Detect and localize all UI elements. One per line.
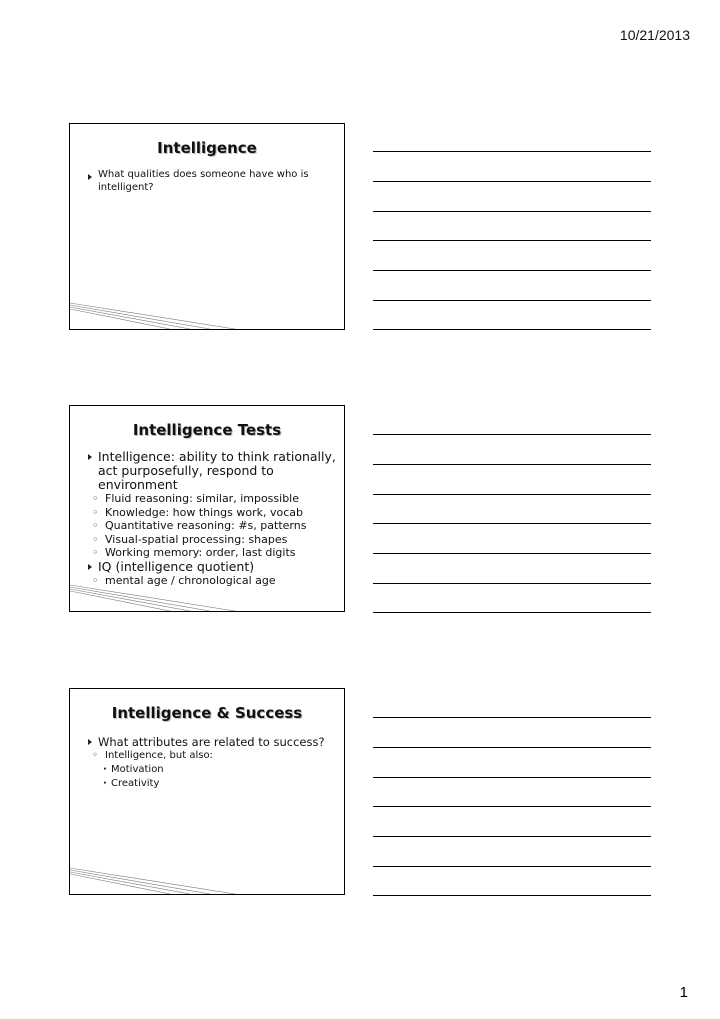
header-date: 10/21/2013 xyxy=(619,27,690,43)
note-line xyxy=(373,777,651,778)
note-line xyxy=(373,553,651,554)
bullet: IQ (intelligence quotient) xyxy=(86,560,336,574)
slide-title: Intelligence Tests xyxy=(132,421,282,439)
note-line xyxy=(373,866,651,867)
slide-corner-decoration xyxy=(70,854,345,894)
sub-bullet: ◦ Knowledge: how things work, vocab xyxy=(86,506,336,520)
bullet: Intelligence: ability to think rationally, act purposefully, respond to environment xyxy=(86,450,336,492)
slide-intelligence xyxy=(69,123,345,330)
note-line xyxy=(373,494,651,495)
note-line xyxy=(373,434,651,435)
page-number: 1 xyxy=(679,984,688,1001)
note-line xyxy=(373,211,651,212)
note-line xyxy=(373,240,651,241)
sub-bullet: ◦ Intelligence, but also: xyxy=(86,749,336,763)
slide-intelligence-success xyxy=(69,688,345,895)
note-line xyxy=(373,583,651,584)
sub-bullet: ◦ Working memory: order, last digits xyxy=(86,546,336,560)
note-line xyxy=(373,806,651,807)
slide-title: Intelligence & Success xyxy=(111,704,303,722)
note-line xyxy=(373,717,651,718)
note-line xyxy=(373,747,651,748)
sub-sub-bullet: · Creativity xyxy=(86,777,336,791)
note-line xyxy=(373,300,651,301)
sub-bullet: ◦ Quantitative reasoning: #s, patterns xyxy=(86,519,336,533)
slide-corner-decoration xyxy=(70,289,345,329)
note-line xyxy=(373,523,651,524)
bullet: What attributes are related to success? xyxy=(86,735,336,749)
slide-title: Intelligence xyxy=(157,139,257,157)
slide-corner-decoration xyxy=(70,571,345,611)
sub-sub-bullet: · Motivation xyxy=(86,763,336,777)
note-line xyxy=(373,270,651,271)
slide-body xyxy=(86,450,336,587)
slide-body xyxy=(86,735,336,791)
sub-bullet: ◦ Visual-spatial processing: shapes xyxy=(86,533,336,547)
note-line xyxy=(373,612,651,613)
note-line xyxy=(373,464,651,465)
slide-intelligence-tests xyxy=(69,405,345,612)
note-line xyxy=(373,895,651,896)
note-line xyxy=(373,329,651,330)
sub-bullet: ◦ Fluid reasoning: similar, impossible xyxy=(86,492,336,506)
bullet: What qualities does someone have who is intelligent? xyxy=(86,169,336,194)
slide-body xyxy=(86,169,336,194)
sub-bullet: ◦ mental age / chronological age xyxy=(86,574,336,588)
note-line xyxy=(373,836,651,837)
note-line xyxy=(373,151,651,152)
note-line xyxy=(373,181,651,182)
